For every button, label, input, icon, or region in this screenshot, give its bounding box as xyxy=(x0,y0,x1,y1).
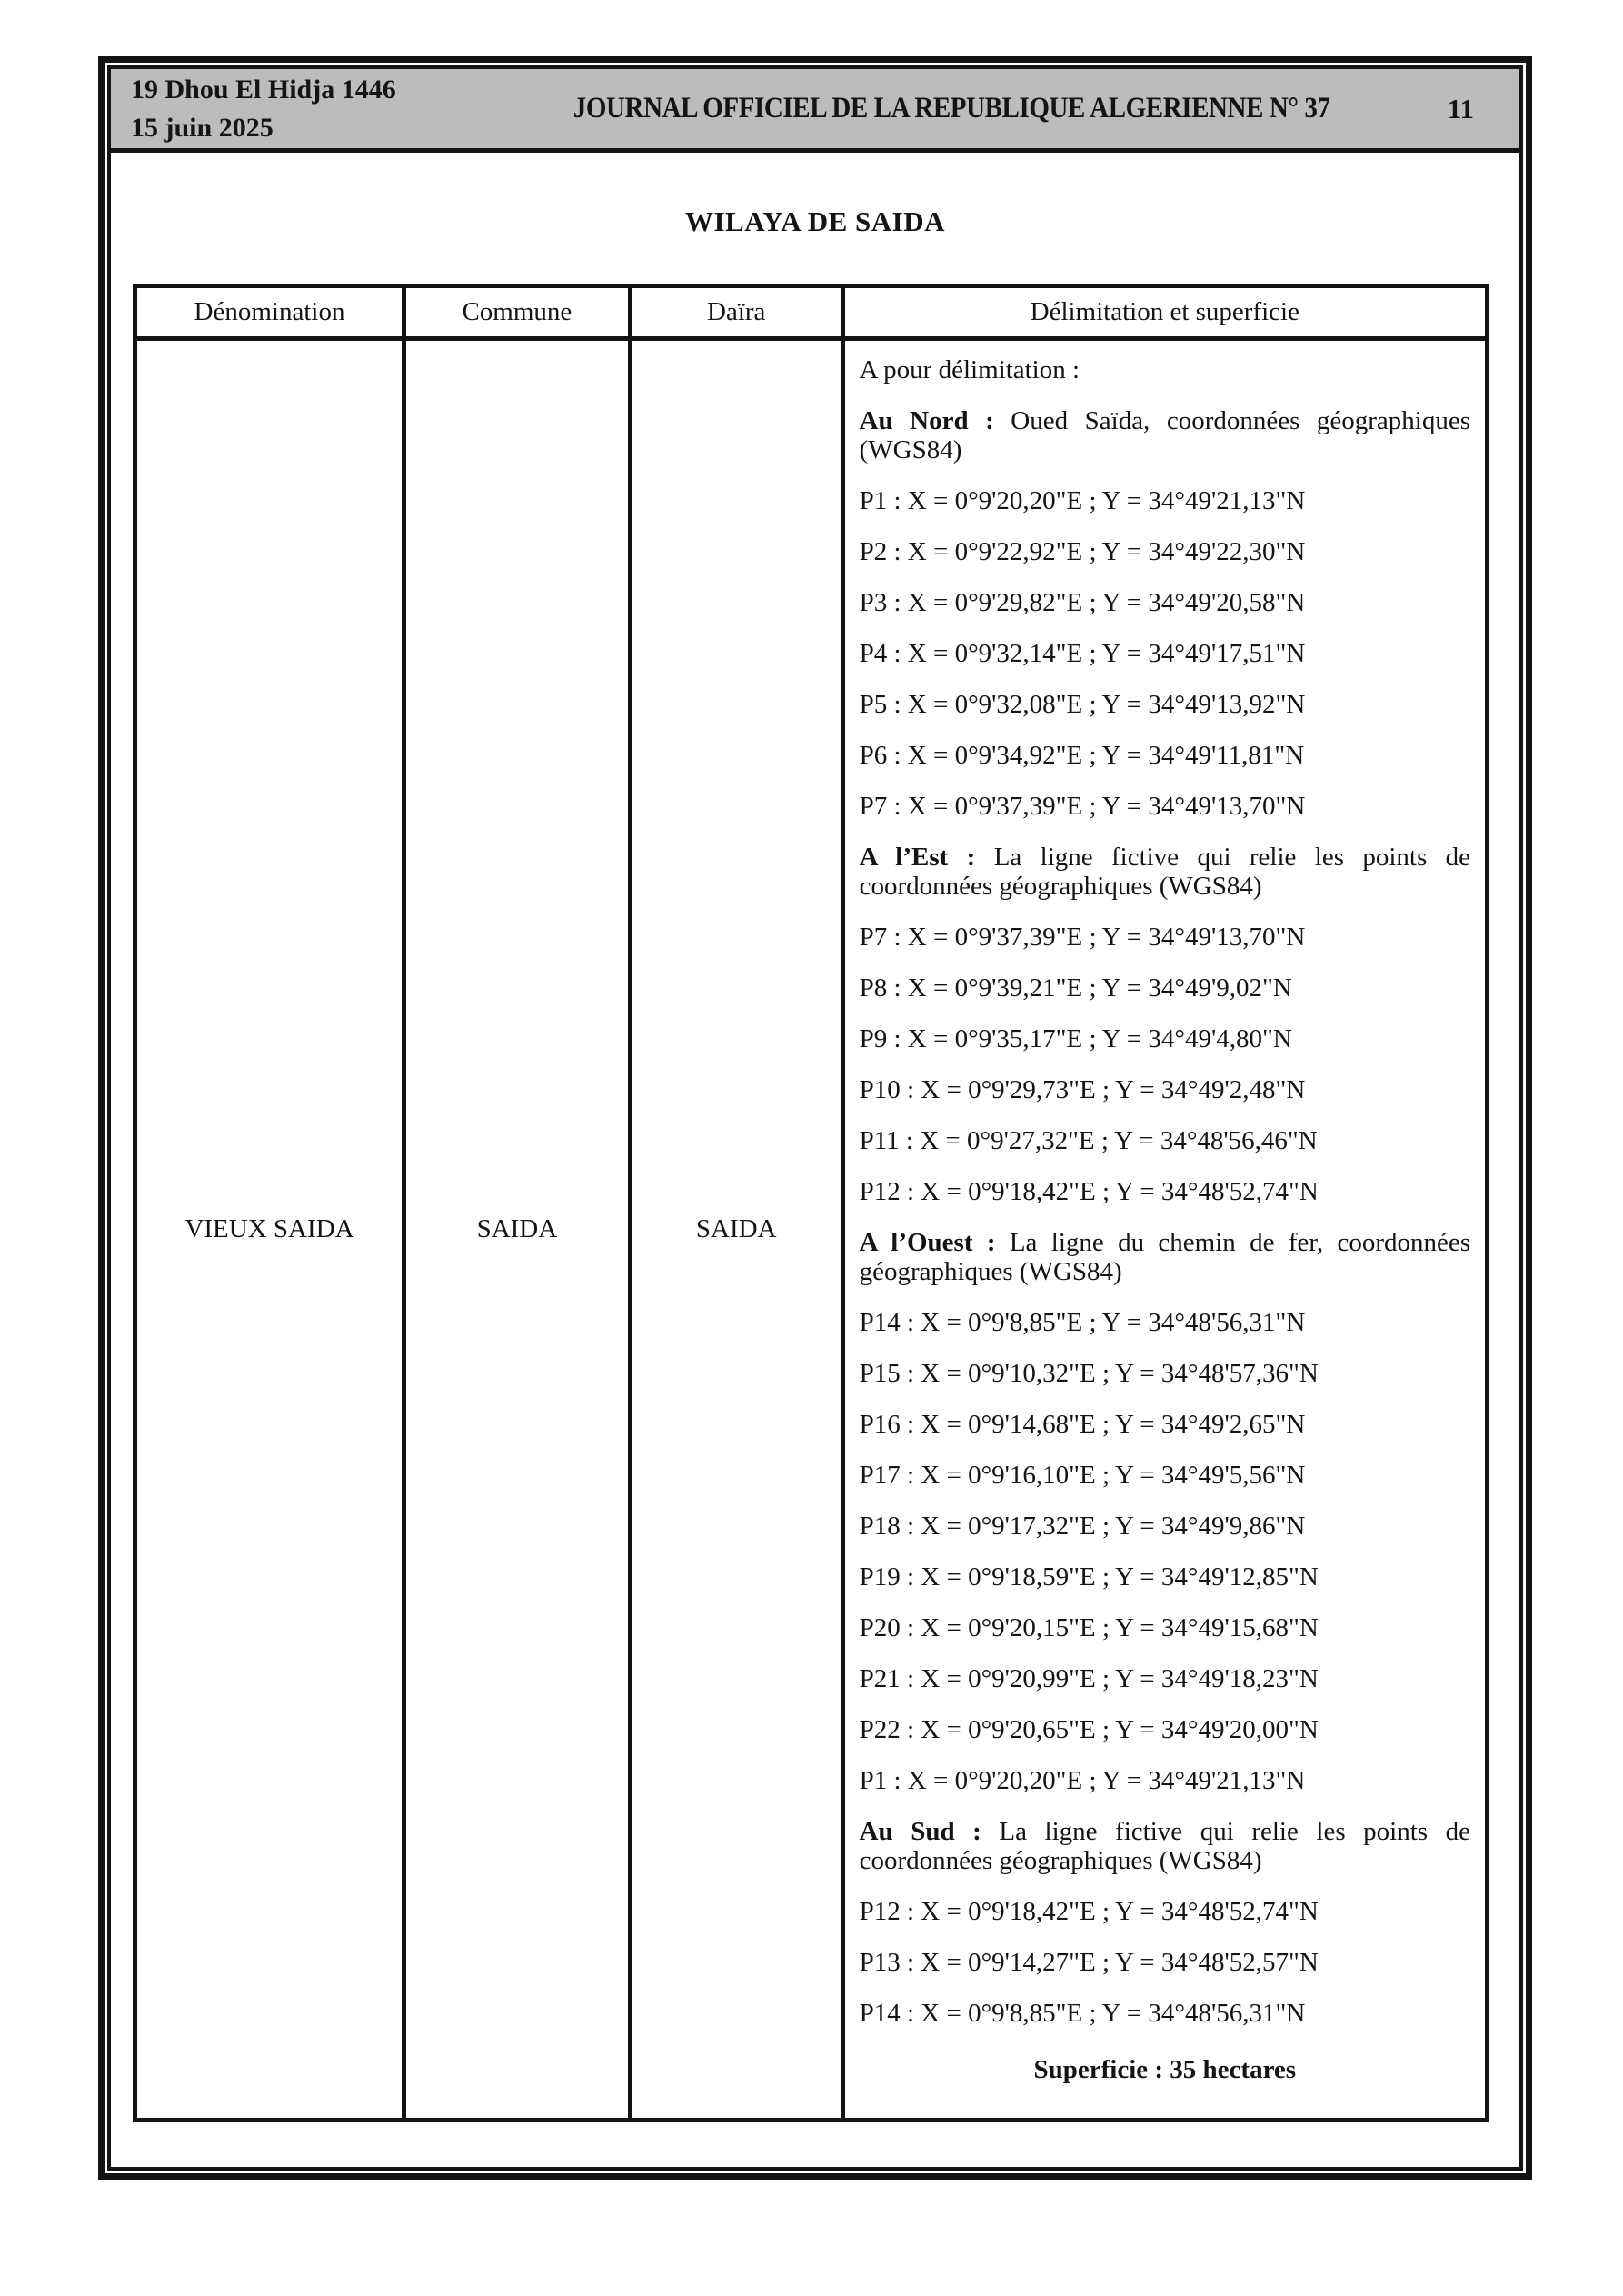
coordinate-point: P20 : X = 0°9'20,15"E ; Y = 34°49'15,68"N xyxy=(859,1613,1319,1642)
coordinate-point: P6 : X = 0°9'34,92"E ; Y = 34°49'11,81"N xyxy=(859,741,1305,770)
delimitation-table xyxy=(133,284,1489,2122)
superficie-total: Superficie : 35 hectares xyxy=(1033,2055,1297,2084)
journal-title: JOURNAL OFFICIEL DE LA REPUBLIQUE ALGERIENNE N° 37 xyxy=(573,92,1330,125)
coordinate-point: P14 : X = 0°9'8,85"E ; Y = 34°48'56,31"N xyxy=(859,1308,1306,1337)
coordinate-point: P17 : X = 0°9'16,10"E ; Y = 34°49'5,56"N xyxy=(859,1461,1306,1490)
direction-label: Au Nord : xyxy=(859,406,994,435)
cell-delimitation xyxy=(842,339,1487,2121)
direction-label: Au Sud : xyxy=(859,1817,981,1846)
table-row xyxy=(135,339,1488,2121)
delimitation-section: A l’Ouest : La ligne du chemin de fer, coordonnées géographiques (WGS84) xyxy=(859,1228,1471,1286)
header-dates xyxy=(111,71,493,147)
page-frame xyxy=(98,56,1532,2180)
cell-denomination: VIEUX SAIDA xyxy=(135,339,404,2121)
direction-label: A l’Ouest : xyxy=(859,1228,996,1257)
coordinate-point: P8 : X = 0°9'39,21"E ; Y = 34°49'9,02"N xyxy=(859,973,1292,1003)
coordinate-point: P2 : X = 0°9'22,92"E ; Y = 34°49'22,30"N xyxy=(859,537,1306,566)
coordinate-point: P21 : X = 0°9'20,99"E ; Y = 34°49'18,23"N xyxy=(859,1664,1319,1693)
journal-title-wrap xyxy=(493,92,1410,125)
coordinate-point: P1 : X = 0°9'20,20"E ; Y = 34°49'21,13"N xyxy=(859,486,1306,515)
date-gregorian: 15 juin 2025 xyxy=(131,112,274,143)
column-header-daira: Daïra xyxy=(630,286,842,339)
coordinate-point: P13 : X = 0°9'14,27"E ; Y = 34°48'52,57"N xyxy=(859,1948,1319,1977)
header-band xyxy=(111,69,1519,153)
coordinate-point: P10 : X = 0°9'29,73"E ; Y = 34°49'2,48"N xyxy=(859,1075,1306,1104)
coordinate-point: P18 : X = 0°9'17,32"E ; Y = 34°49'9,86"N xyxy=(859,1512,1306,1541)
coordinate-point: P9 : X = 0°9'35,17"E ; Y = 34°49'4,80"N xyxy=(859,1024,1292,1053)
coordinate-point: P1 : X = 0°9'20,20"E ; Y = 34°49'21,13"N xyxy=(859,1766,1306,1795)
coordinate-point: P22 : X = 0°9'20,65"E ; Y = 34°49'20,00"N xyxy=(859,1715,1319,1744)
coordinate-point: P7 : X = 0°9'37,39"E ; Y = 34°49'13,70"N xyxy=(859,792,1306,821)
column-header-commune: Commune xyxy=(403,286,630,339)
coordinate-point: P4 : X = 0°9'32,14"E ; Y = 34°49'17,51"N xyxy=(859,639,1306,668)
inner-frame xyxy=(107,65,1523,2171)
cell-daira: SAIDA xyxy=(630,339,842,2121)
coordinate-point: P14 : X = 0°9'8,85"E ; Y = 34°48'56,31"N xyxy=(859,1999,1306,2028)
delimitation-content xyxy=(860,355,1470,2084)
column-header-denomination: Dénomination xyxy=(135,286,404,339)
delimitation-intro: A pour délimitation : xyxy=(859,355,1080,384)
direction-label: A l’Est : xyxy=(859,843,976,872)
column-header-delimitation: Délimitation et superficie xyxy=(842,286,1487,339)
coordinate-point: P11 : X = 0°9'27,32"E ; Y = 34°48'56,46"N xyxy=(859,1126,1318,1155)
coordinate-point: P12 : X = 0°9'18,42"E ; Y = 34°48'52,74"N xyxy=(859,1177,1319,1206)
coordinate-point: P3 : X = 0°9'29,82"E ; Y = 34°49'20,58"N xyxy=(859,588,1306,617)
coordinate-point: P15 : X = 0°9'10,32"E ; Y = 34°48'57,36"N xyxy=(859,1359,1319,1388)
page-title: WILAYA DE SAIDA xyxy=(684,205,946,237)
coordinate-point: P12 : X = 0°9'18,42"E ; Y = 34°48'52,74"N xyxy=(859,1897,1319,1926)
table-header-row xyxy=(135,286,1488,339)
coordinate-point: P19 : X = 0°9'18,59"E ; Y = 34°49'12,85"N xyxy=(859,1562,1319,1592)
delimitation-section: A l’Est : La ligne fictive qui relie les points de coordonnées géographiques (WGS84) xyxy=(859,843,1471,901)
coordinate-point: P16 : X = 0°9'14,68"E ; Y = 34°49'2,65"N xyxy=(859,1410,1306,1439)
coordinate-point: P7 : X = 0°9'37,39"E ; Y = 34°49'13,70"N xyxy=(859,923,1306,952)
cell-commune: SAIDA xyxy=(403,339,630,2121)
date-hijri: 19 Dhou El Hidja 1446 xyxy=(131,74,396,105)
delimitation-section: Au Nord : Oued Saïda, coordonnées géographiques (WGS84) xyxy=(859,406,1471,464)
delimitation-section: Au Sud : La ligne fictive qui relie les points de coordonnées géographiques (WGS84) xyxy=(859,1817,1470,1875)
page-number: 11 xyxy=(1447,92,1474,125)
coordinate-point: P5 : X = 0°9'32,08"E ; Y = 34°49'13,92"N xyxy=(859,690,1306,719)
